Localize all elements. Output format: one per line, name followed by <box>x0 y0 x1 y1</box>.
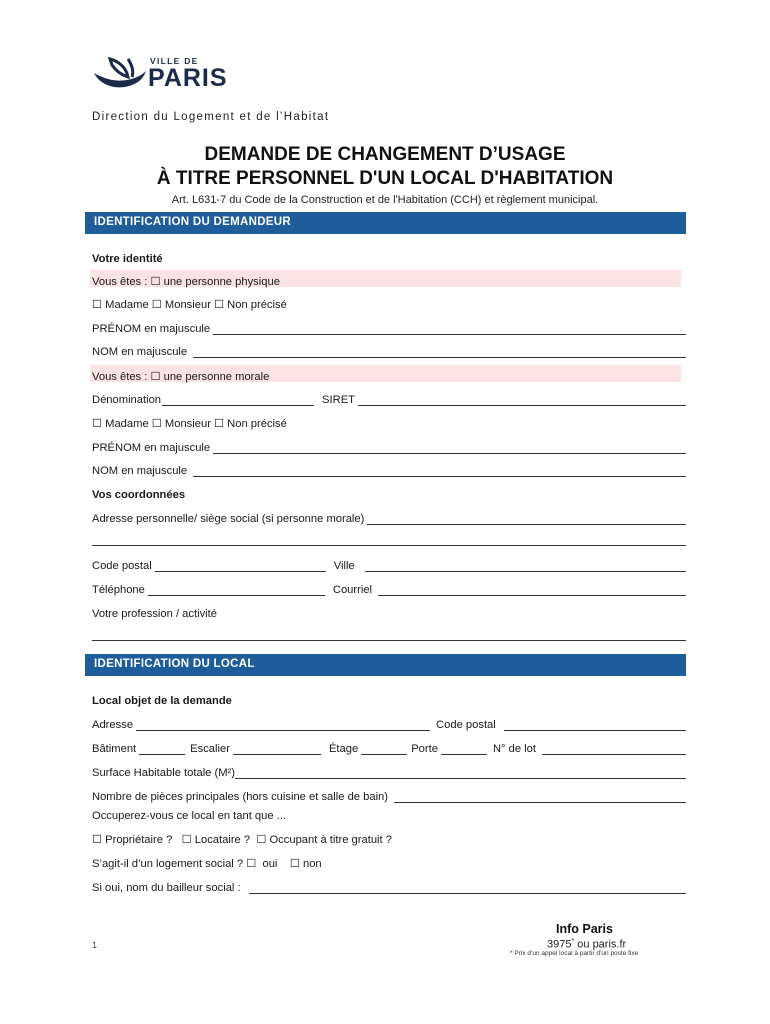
occuperez-label: Occuperez-vous ce local en tant que ... <box>92 810 287 822</box>
direction-label: Direction du Logement et de l’Habitat <box>92 111 330 123</box>
adresse-field-line2[interactable] <box>92 544 686 546</box>
nom-field-2[interactable]: NOM en majuscule <box>92 461 686 477</box>
telephone-courriel-row[interactable]: Téléphone Courriel <box>92 580 686 596</box>
prenom-field-2[interactable]: PRÉNOM en majuscule <box>92 438 686 454</box>
profession-field: Votre profession / activité <box>92 608 217 620</box>
section-header-local <box>85 654 686 676</box>
checkbox-personne-morale[interactable]: Vous êtes : ☐ une personne morale <box>92 371 270 383</box>
profession-field-line[interactable] <box>92 639 686 641</box>
coords-title: Vos coordonnées <box>92 489 186 501</box>
form-title-line1: DEMANDE DE CHANGEMENT D’USAGE <box>204 144 566 165</box>
logo-line2: PARIS <box>148 64 228 92</box>
local-batiment-row[interactable]: Bâtiment Escalier Étage Porte N° de lot <box>92 739 686 755</box>
denomination-siret-row[interactable]: Dénomination SIRET <box>92 390 686 406</box>
section-heading: IDENTIFICATION DU DEMANDEUR <box>94 216 291 228</box>
local-adresse-codepostal-row[interactable]: Adresse Code postal <box>92 715 686 731</box>
civility-choices[interactable]: ☐ Madame ☐ Monsieur ☐ Non précisé <box>92 299 287 311</box>
checkbox-personne-physique[interactable]: Vous êtes : ☐ une personne physique <box>92 276 280 288</box>
info-paris-title: Info Paris <box>556 922 613 936</box>
section-header-demandeur <box>85 212 686 234</box>
prenom-field[interactable]: PRÉNOM en majuscule <box>92 319 686 335</box>
page-number: 1 <box>92 940 98 950</box>
form-subtitle: Art. L631-7 du Code de la Construction et de l'Habitation (CCH) et règlement municipal. <box>171 194 599 206</box>
paris-ship-icon <box>92 55 148 95</box>
info-paris-contact: 3975* ou paris.fr <box>547 938 627 951</box>
logo-line1: VILLE DE <box>150 56 199 66</box>
civility-choices-2[interactable]: ☐ Madame ☐ Monsieur ☐ Non précisé <box>92 418 287 430</box>
nom-field[interactable]: NOM en majuscule <box>92 342 686 358</box>
pieces-field[interactable]: Nombre de pièces principales (hors cuisine et salle de bain) <box>92 787 686 803</box>
bailleur-field[interactable]: Si oui, nom du bailleur social : <box>92 878 686 894</box>
local-title: Local objet de la demande <box>92 695 232 707</box>
identity-title: Votre identité <box>92 253 163 265</box>
logement-social-choices[interactable]: S’agit-il d’un logement social ? ☐ oui ☐ non <box>92 858 322 870</box>
form-title-line2: À TITRE PERSONNEL D'UN LOCAL D'HABITATION <box>156 168 614 189</box>
adresse-field[interactable]: Adresse personnelle/ siège social (si personne morale) <box>92 509 686 525</box>
code-postal-ville-row[interactable]: Code postal Ville <box>92 556 686 572</box>
statut-choices[interactable]: ☐ Propriétaire ? ☐ Locataire ? ☐ Occupant à titre gratuit ? <box>92 834 392 846</box>
surface-field[interactable]: Surface Habitable totale (M²) <box>92 763 686 779</box>
info-paris-note: * Prix d’un appel local à partir d’un poste fixe <box>510 950 639 957</box>
section-heading: IDENTIFICATION DU LOCAL <box>94 658 255 670</box>
ville-de-paris-logo <box>92 55 232 95</box>
